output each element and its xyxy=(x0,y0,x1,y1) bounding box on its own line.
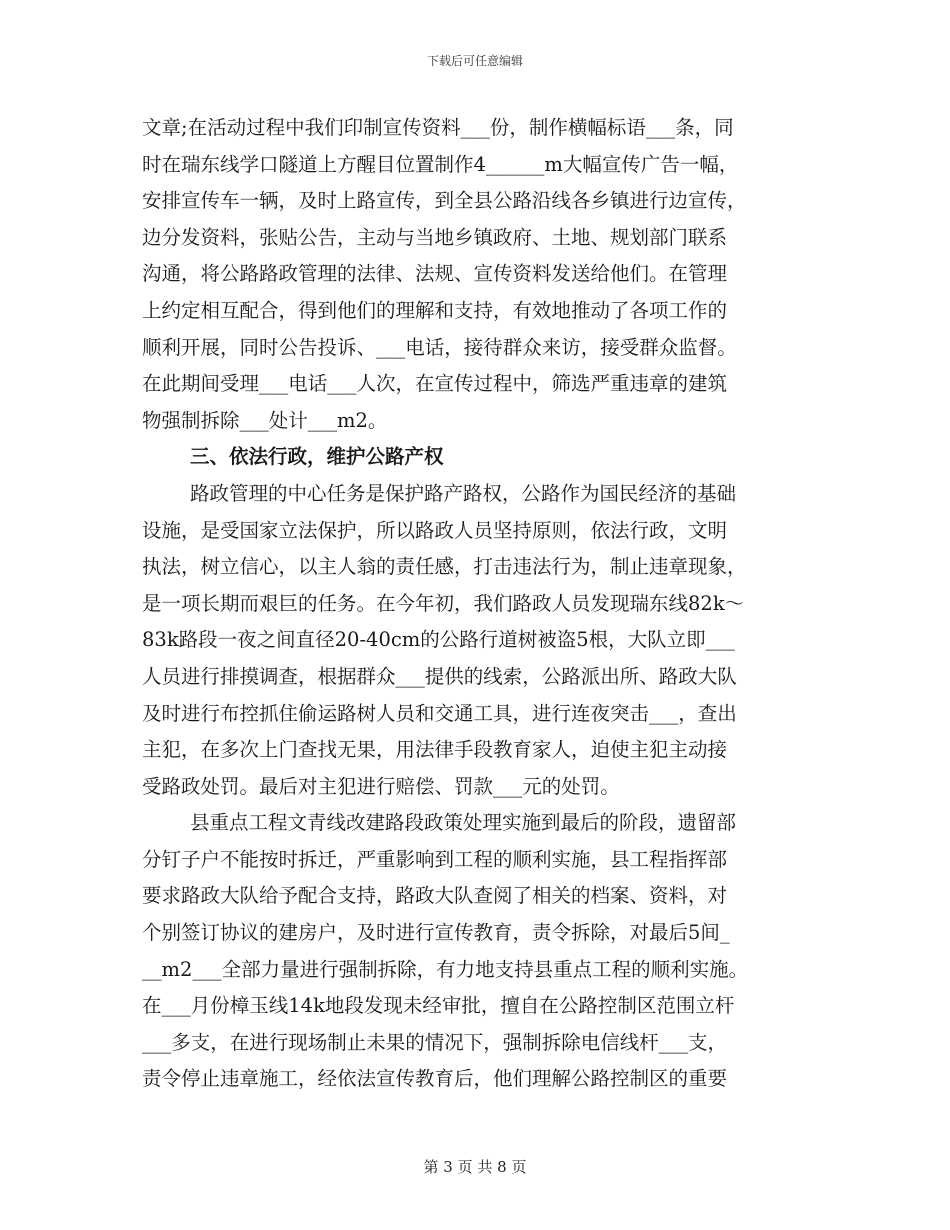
body-text-line: 路政管理的中心任务是保护路产路权，公路作为国民经济的基础 xyxy=(190,481,737,505)
body-text-line: 83k路段一夜之间直径20-40cm的公路行道树被盗5根，大队立即___ xyxy=(142,628,735,652)
body-text-line: 边分发资料，张贴公告，主动与当地乡镇政府、土地、规划部门联系 xyxy=(142,225,728,249)
body-text-line: 及时进行布控抓住偷运路树人员和交通工具，进行连夜突击___，查出 xyxy=(142,701,737,725)
body-text-line: 设施，是受国家立法保护，所以路政人员坚持原则，依法行政，文明 xyxy=(142,518,728,542)
body-text-line: 责令停止违章施工，经依法宣传教育后，他们理解公路控制区的重要 xyxy=(142,1067,728,1091)
document-body xyxy=(142,110,802,1098)
page-header: 下载后可任意编辑 xyxy=(426,54,523,68)
body-text-line: 执法，树立信心，以主人翁的责任感，打击违法行为，制止违章现象， xyxy=(142,555,747,579)
body-text-line: 县重点工程文青线改建路段政策处理实施到最后的阶段，遗留部 xyxy=(190,811,737,835)
section-heading: 三、依法行政，维护公路产权 xyxy=(190,445,444,469)
body-text-line: 人员进行排摸调查，根据群众___提供的线索，公路派出所、路政大队 xyxy=(142,664,737,688)
body-text-line: 分钉子户不能按时拆迁，严重影响到工程的顺利实施，县工程指挥部 xyxy=(142,847,728,871)
body-text-line: 个别签订协议的建房户，及时进行宣传教育，责令拆除，对最后5间_ xyxy=(142,921,730,945)
body-text-line: 是一项长期而艰巨的任务。在今年初，我们路政人员发现瑞东线82k～ xyxy=(142,591,745,615)
body-text-line: 沟通，将公路路政管理的法律、法规、宣传资料发送给他们。在管理 xyxy=(142,262,728,286)
body-text-line: 上约定相互配合，得到他们的理解和支持，有效地推动了各项工作的 xyxy=(142,298,728,322)
body-text-line: 在此期间受理___电话___人次，在宣传过程中，筛选严重违章的建筑 xyxy=(142,372,728,396)
body-text-line: 时在瑞东线学口隧道上方醒目位置制作4______m大幅宣传广告一幅， xyxy=(142,152,739,176)
body-text-line: 主犯，在多次上门查找无果，用法律手段教育家人，迫使主犯主动接 xyxy=(142,738,728,762)
body-text-line: ___多支，在进行现场制止未果的情况下，强制拆除电信线杆___支， xyxy=(142,1030,728,1054)
body-text-line: 受路政处罚。最后对主犯进行赔偿、罚款___元的处罚。 xyxy=(142,774,620,798)
body-text-line: 要求路政大队给予配合支持，路政大队查阅了相关的档案、资料，对 xyxy=(142,884,728,908)
body-text-line: 文章;在活动过程中我们印制宣传资料___份，制作横幅标语___条，同 xyxy=(142,116,734,139)
page-number-footer: 第 3 页 共 8 页 xyxy=(423,1158,527,1176)
body-text-line: __m2___全部力量进行强制拆除，有力地支持县重点工程的顺利实施。 xyxy=(142,957,749,981)
body-text-line: 在___月份樟玉线14k地段发现未经审批，擅自在公路控制区范围立杆 xyxy=(142,994,735,1018)
body-text-line: 顺利开展，同时公告投诉、___电话，接待群众来访，接受群众监督。 xyxy=(142,335,737,359)
body-text-line: 物强制拆除___处计___m2。 xyxy=(142,408,388,432)
body-text-line: 安排宣传车一辆，及时上路宣传，到全县公路沿线各乡镇进行边宣传， xyxy=(142,189,747,213)
